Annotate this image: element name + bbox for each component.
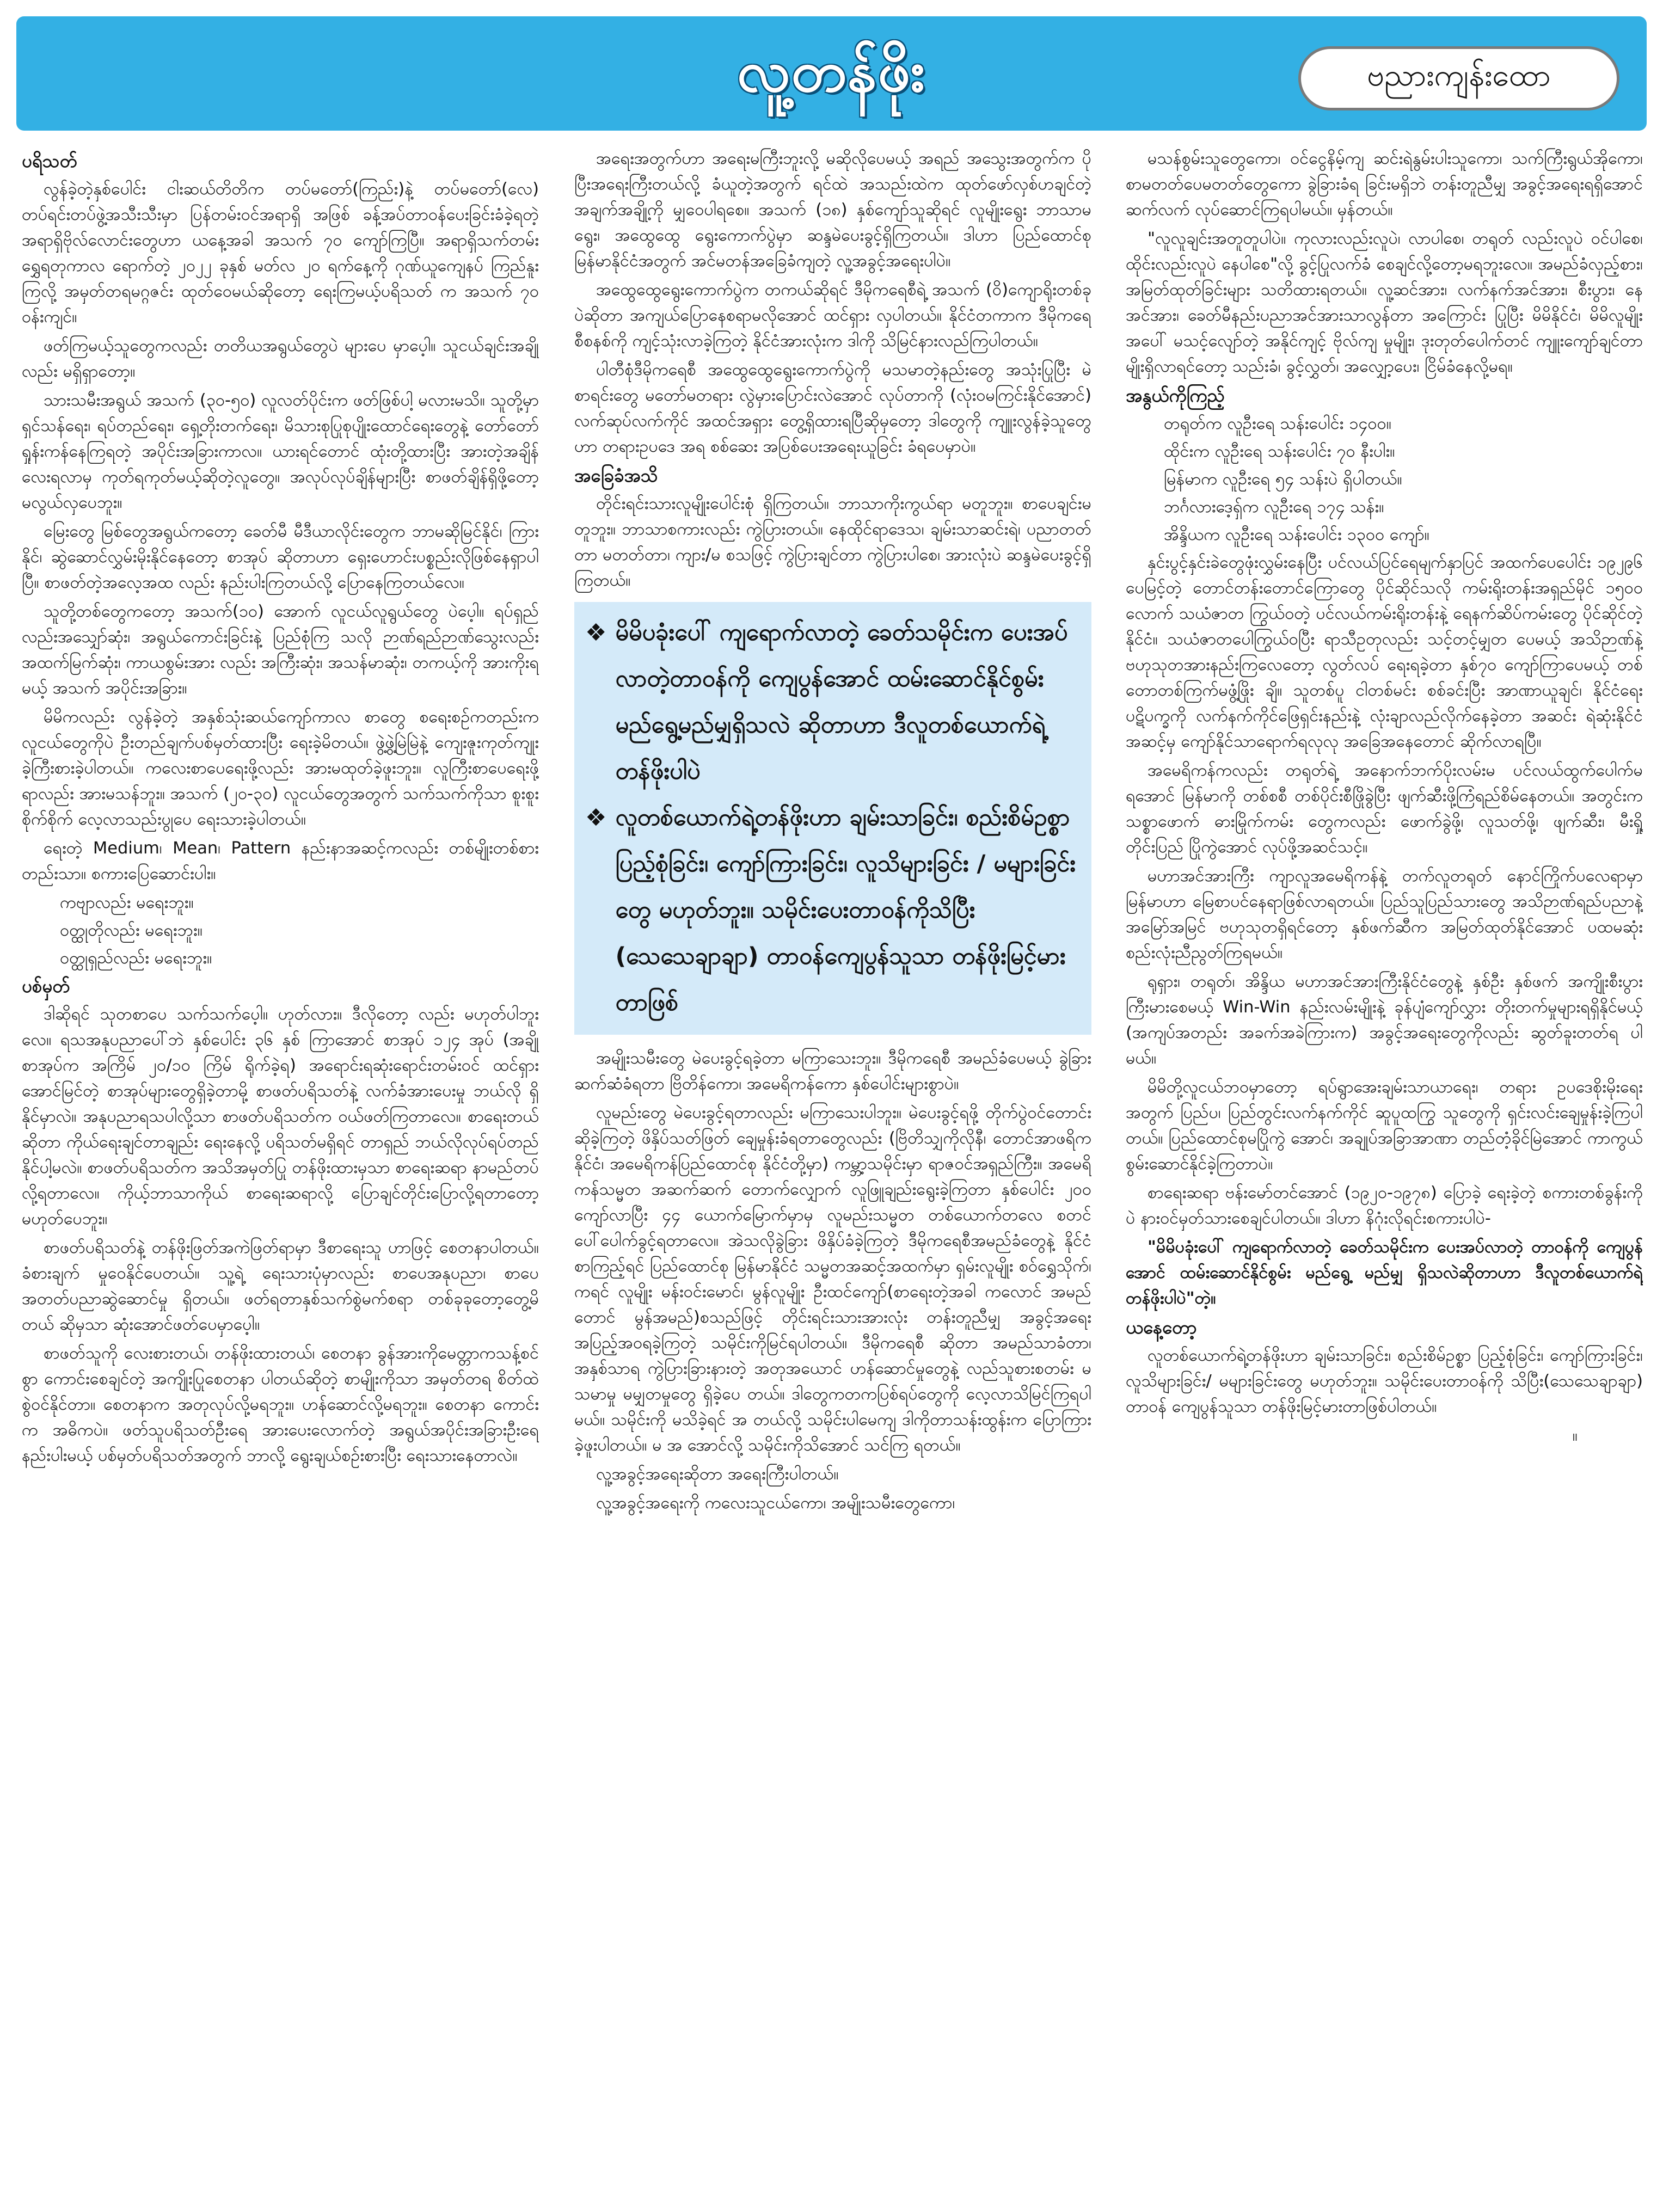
article-column-3 <box>1126 146 1643 2198</box>
pull-quote-box <box>574 602 1091 1035</box>
list-line: မြန်မာက လူဦးရေ ၅၄ သန်းပဲ ရှိပါတယ်။ <box>1164 470 1402 489</box>
paragraph: ရုရှား၊ တရုတ်၊ အိန္ဒိယ မဟာအင်အားကြီးနိုင်ငံတွေနဲ့ နှစ်ဦး နှစ်ဖက် အကျိုးစီးပွားကြီးမားစေမယ့် Win-Win နည်းလမ်းမျိုးနဲ့ ခုန်ပျံကျော်လွှား တိုးတက်မှုများရရှိနိုင်မယ့် (အကျပ်အတည်း အခက်အခဲကြားက) အခွင့်အရေးတွေကိုလည်း ဆွတ်ခူးတတ်ရ ပါမယ်။ <box>1126 972 1643 1068</box>
paragraph: မိမိကလည်း လွန်ခဲ့တဲ့ အနှစ်သုံးဆယ်ကျော်ကာလ စာတွေ စရေးစဉ်ကတည်းက လူငယ်တွေကိုပဲ ဦးတည်ချက်ပစ်မှတ်ထားပြီး ရေးခဲ့မိတယ်။ ဖွဲ့ဖွဲ့မြဲမြဲနဲ့ ကျေးဇူးကုတ်ကျုးခဲ့ကြီးစားခဲ့ပါတယ်။ ကလေးစာပေရေးဖို့လည်း အားမထုတ်ခဲ့ဖူးဘူး။ လူကြီးစာပေရေးဖို့ ရာလည်း အားမသန်ဘူး။ အသက် (၂၀-၃၀) လူငယ်တွေအတွက် သက်သက်ကိုသာ စူးစူးစိုက်စိုက် လေ့လာသည်းပွုပေ ရေးသားခဲ့ပါတယ်။ <box>22 708 539 829</box>
author-badge <box>1298 46 1619 110</box>
pull-quote-text: မိမိပခုံးပေါ် ကျရောက်လာတဲ့ ခေတ်သမိုင်းက ပေးအပ်လာတဲ့တာဝန်ကို ကျေပွန်အောင် ထမ်းဆောင်နိုင်စွမ်း မည်ရွေ့မည်မျှရှိသလဲ ဆိုတာဟာ ဒီလူတစ်ယောက်ရဲ့ တန်ဖိုးပါပဲ <box>615 619 1068 785</box>
paragraph: မိမိတို့လူငယ်ဘဝမှာတော့ ရပ်ရွာအေးချမ်းသာယာရေး၊ တရား ဥပဒေစိုးမိုးရေးအတွက် ပြည်ပ၊ ပြည်တွင်းလက်နက်ကိုင် ဆူပူထကြွ သူတွေကို ရှင်းလင်းချေမှုန်းခဲ့ကြပါတယ်။ ပြည်ထောင်စုမပြိုကွဲ အောင်၊ အချုပ်အခြာအာဏာ တည်တံ့ခိုင်မြဲအောင် ကာကွယ် စွမ်းဆောင်နိုင်ခဲ့ကြတာပဲ။ <box>1126 1078 1643 1173</box>
paragraph: မြေးတွေ မြစ်တွေအရွယ်ကတော့ ခေတ်မီ မီဒီယာလိုင်းတွေက ဘာမဆိုမြင်နိုင်၊ ကြားနိုင်၊ ဆွဲဆောင်လွှမ်းမိုးနိုင်နေတော့ စာအုပ် ဆိုတာဟာ ရှေးဟောင်းပစ္စည်းလိုဖြစ်နေရှာပါပြီ။ စာဖတ်တဲ့အလေ့အထ လည်း နည်းပါးကြတယ်လို့ ပြောနေကြတယ်လေ။ <box>22 522 539 592</box>
section-heading: ယနေ့တော့ <box>1126 1317 1197 1338</box>
paragraph: လူတစ်ယောက်ရဲ့တန်ဖိုးဟာ ချမ်းသာခြင်း၊ စည်းစိမ်ဥစ္စာ ပြည့်စုံခြင်း၊ ကျော်ကြားခြင်း၊ လူသိများခြင်း/ မများခြင်းတွေ မဟုတ်ဘူး။ သမိုင်းပေးတာဝန်ကို သိပြီး(သေသေချာချာ) တာဝန် ကျေပွန်သူသာ တန်ဖိုးမြင့်မားတာဖြစ်ပါတယ်။ <box>1126 1346 1643 1416</box>
paragraph: လူ့အခွင့်အရေးကို ကလေးသူငယ်ကော၊ အမျိုးသမီးတွေကော၊ <box>596 1494 955 1513</box>
paragraph: ဖတ်ကြမယ့်သူတွေကလည်း တတိယအရွယ်တွေပဲ များပေ မှာပေ့ါ။ သူငယ်ချင်းအချို့လည်း မရှိရှာတော့။ <box>22 336 539 381</box>
paragraph: လူ့အခွင့်အရေးဆိုတာ အရေးကြီးပါတယ်။ <box>596 1465 839 1484</box>
list-line: ထိုင်းက လူဦးရေ သန်းပေါင်း ၇၀ နီးပါး။ <box>1164 442 1395 461</box>
paragraph: "လူလူချင်းအတူတူပါပဲ။ ကုလားလည်းလူပဲ၊ လာပါစေ၊ တရုတ် လည်းလူပဲ ဝင်ပါစေ၊ ထိုင်းလည်းလူပဲ နေပါစေ"လို့ ခွင့်ပြုလက်ခံ စေချင်လို့တော့မရဘူးလေ။ အမည်ခံလှည့်စား၊ အမြတ်ထုတ်ခြင်းများ သတိထားရတယ်။ လူ့ဆင်အား၊ လက်နက်အင်အား၊ စီးပွား၊ နေအင်အား၊ ခေတ်မီနည်းပညာအင်အားသာလွန်တာ အကြောင်း ပြုပြီး မိမိနိုင်ငံ၊ မိမိလူမျိုးအပေါ် မသင့်လျော်တဲ့ အနိုင်ကျင့် ဗိုလ်ကျ မှုမျိုး၊ ဒုးတုတ်ပေါက်တင် ကျူးကျော်ချင်တာမျိုးရှိလာရင်တော့ သည်းခံ၊ ခွင့်လွှတ်၊ အလျှော့ပေး၊ ငြိမ်ခံနေလို့မရ။ <box>1126 229 1643 376</box>
article-column-1 <box>22 146 539 2198</box>
section-heading: အနွယ်ကိုကြည့် <box>1126 385 1225 406</box>
paragraph: ရေးတဲ့ Medium၊ Mean၊ Pattern နည်းနာအဆင့်ကလည်း တစ်မျိုးတစ်စားတည်းသာ။ စကားပြေဆောင်းပါး။ <box>22 839 539 883</box>
title-banner <box>16 16 1647 131</box>
paragraph: သူတို့တစ်တွေကတော့ အသက်(၁၀) အောက် လူငယ်လူရွယ်တွေ ပဲပေ့ါ။ ရပ်ရှည်လည်းအသျှော်ဆုံး၊ အရွယ်ကောင်းခြင်းနဲ့ ပြည်စုံကြ သလို ဉာဏ်ရည်ဉာဏ်သွေးလည်း အထက်မြက်ဆုံး၊ ကာယစွမ်းအား လည်း အကြီးဆုံး၊ အသန်မာဆုံး၊ တကယ့်ကို အားကိုးရမယ့် အသက် အပိုင်းအခြား။ <box>22 602 539 698</box>
pull-quote-item <box>585 610 1081 795</box>
list-line: ဝတ္ထုရှည်လည်း မရေးဘူး။ <box>60 949 212 968</box>
paragraph: လူမည်းတွေ မဲပေးခွင့်ရတာလည်း မကြာသေးပါဘူး။ မဲပေးခွင့်ရဖို့ တိုက်ပွဲဝင်တောင်းဆိုခဲ့ကြတဲ့ ဖိနှိပ်သတ်ဖြတ် ချေမှုန်းခံရတာတွေလည်း (ဗြိတိသျှကိုလိုနီ၊ တောင်အာဖရိကနိုင်ငံ၊ အမေရိကန်ပြည်ထောင်စု နိုင်ငံတို့မှာ) ကမ္ဘာ့သမိုင်းမှာ ရာဇဝင်အရှည်ကြီး။ အမေရိကန်သမ္မတ အဆက်ဆက် တောက်လျှောက် လူဖြူချည်းရွေးခဲ့ကြတာ နှစ်ပေါင်း ၂၀၀ ကျော်လာပြီး ၄၄ ယောက်မြောက်မှာမှ လူမည်းသမ္မတ တစ်ယောက်တလေ စတင်ပေါ်ပေါက်ခွင့်ရတာလေ။ အဲသလိုခွဲခြား ဖိနှိပ်ခံခဲ့ကြတဲ့ ဒီမိုကရေစီအမည်ခံတွေနဲ့ နိုင်ငံစာကြည့်ရင် ပြည်ထောင်စု မြန်မာနိုင်ငံ သမ္မတအဆင့်အထက်မှာ ရှမ်းလူမျိုး စဝ်ရွှေသိုက်၊ ကရင် လူမျိုး မန်းဝင်းမောင်၊ မွန်လူမျိုး ဦးထင်ကျော်(စာရေးတဲ့အခါ ကလောင် အမည်တောင် မွန်အမည်)စသည်ဖြင့် တိုင်းရင်းသားအားလုံး တန်းတူညီမျှ အခွင့်အရေးအပြည့်အဝရခဲ့ကြတဲ့ သမိုင်းကိုမြင်ရပါတယ်။ ဒီမိုကရေစီ ဆိုတာ အမည်သာခံတာ၊ အနှစ်သာရ ကွဲပြားခြားနားတဲ့ အတုအယောင် ဟန်ဆောင်မှုတွေနဲ့ လည်သူစားစတမ်း မသမာမှု မမျှတမှုတွေ ရှိခဲ့ပေ တယ်။ ဒါတွေကတကပြစ်ရပ်တွေကို လေ့လာသိမြင်ကြရပါမယ်။ သမိုင်းကို မသိခဲ့ရင် အ တယ်လို့ သမိုင်းပါမေကျ ဒါကိုတာသန်းထွန်းက ပြောကြားခဲ့ဖူးပါတယ်။ မ အ အောင်လို့ သမိုင်းကိုသိအောင် သင်ကြ ရတယ်။ <box>574 1103 1091 1455</box>
section-heading: အခြေခံအသိ <box>574 465 658 486</box>
article-title: လူ့တန်ဖိုး <box>737 38 926 105</box>
list-line: ဝတ္ထုတိုလည်း မရေးဘူး။ <box>60 921 203 940</box>
section-heading: ပရိသတ် <box>22 150 77 171</box>
closing-quote: "မိမိပခုံးပေါ် ကျရောက်လာတဲ့ ခေတ်သမိုင်းက ပေးအပ်လာတဲ့ တာဝန်ကို ကျေပွန်အောင် ထမ်းဆောင်နိုင်စွမ်း မည်ရွေ့ မည်မျှ ရှိသလဲဆိုတာဟာ ဒီလူတစ်ယောက်ရဲ့ တန်ဖိုးပါပဲ"တဲ့။ <box>1126 1238 1643 1308</box>
paragraph: ဒါဆိုရင် သုတစာပေ သက်သက်ပေ့ါ။ ဟုတ်လား။ ဒီလိုတော့ လည်း မဟုတ်ပါဘူးလေ။ ရသအနုပညာပေါ်ဘဲ နှစ်ပေါင်း ၃၆ နှစ် ကြာအောင် စာအုပ် ၁၂၄ အုပ် (အချို့စာအုပ်က အကြိမ် ၂၀/၁၀ ကြိမ် ရိုက်ခဲ့ရ) အရောင်းရဆုံးရောင်းတမ်းဝင် ထင်ရှားအောင်မြင်တဲ့ စာအုပ်များတွေရှိခဲ့တာမို့ စာဖတ်ပရိသတ်နဲ့ လက်ခံအားပေးမှု ဘယ်လို ရှိနိုင်မှာလဲ။ အနုပညာရသပါလို့သာ စာဖတ်ပရိသတ်က ဝယ်ဖတ်ကြတာလေ။ စာရေးတယ်ဆိုတာ ကိုယ်ရေးချင်တာချည်း ရေးနေလို့ ပရိသတ်မရှိရင် တာရှည် ဘယ်လိုလုပ်ရပ်တည်နိုင်ပါ့မလဲ။ စာဖတ်ပရိသတ်က အသိအမှတ်ပြု တန်ဖိုးထားမှသာ စာရေးဆရာ နာမည်တပ်လို့ရတာလေ။ ကိုယ့်ဘာသာကိုယ် စာရေးဆရာလို့ ပြောချင်တိုင်းပြောလို့ရတာတော့ မဟုတ်ပေဘူး။ <box>22 1005 539 1228</box>
paragraph: အမေရိကန်ကလည်း တရုတ်ရဲ့ အနောက်ဘက်ပိုးလမ်းမ ပင်လယ်ထွက်ပေါက်မရအောင် မြန်မာကို တစ်စစီ တစ်ပိုင်းစီဖြိုခွဲပြီး ဖျက်ဆီးဖို့ကြံရည်စိမ်နေတယ်။ အတွင်းက သစ္စာဖောက် ဓားမြိုက်ကမ်း တွေကလည်း ဖောက်ခွဲဖို့၊ လူသတ်ဖို့၊ ဖျက်ဆီး၊ မီးရှို့ တိုင်းပြည် ပြိုကွဲအောင် လုပ်ဖို့အဆင်သင့်။ <box>1126 761 1643 857</box>
list-line: ကဗျာလည်း မရေးဘူး။ <box>60 893 194 912</box>
paragraph: တိုင်းရင်းသားလူမျိုးပေါင်းစုံ ရှိကြတယ်။ ဘာသာကိုးကွယ်ရာ မတူဘူး။ စာပေချင်းမတူဘူး။ ဘာသာစကားလည်း ကွဲပြားတယ်။ နေထိုင်ရာဒေသ၊ ချမ်းသာဆင်းရဲ၊ ပညာတတ်တာ မတတ်တာ၊ ကျား/မ စသဖြင့် ကွဲပြားချင်တာ ကွဲပြားပါစေ၊ အားလုံးပဲ ဆန္ဒမဲပေးခွင့်ရှိကြတယ်။ <box>574 494 1091 590</box>
author-name: ဗညားကျန်းထော <box>1367 58 1551 93</box>
paragraph: စာရေးဆရာ ဗန်းမော်တင်အောင် (၁၉၂၀-၁၉၇၈) ပြောခဲ့ ရေးခဲ့တဲ့ စကားတစ်ခွန်းကိုပဲ နားဝင်မှတ်သားစေချင်ပါတယ်။ ဒါဟာ နိဂုံးလိုရင်းစကားပါပဲ- <box>1126 1183 1643 1228</box>
paragraph: မသန်စွမ်းသူတွေကော၊ ဝင်ငွေနိမ့်ကျ ဆင်းရဲနွမ်းပါးသူကော၊ သက်ကြီးရွယ်အိုကော၊ စာမတတ်ပေမတတ်တွေကော ခွဲခြားခံရ ခြင်းမရှိဘဲ တန်းတူညီမျှ အခွင့်အရေးရရှိအောင် ဆက်လက် လုပ်ဆောင်ကြရပါမယ်။ မှန်တယ်။ <box>1126 149 1643 219</box>
list-line: ဘင်္ဂလားဒေ့ရှ်က လူဦးရေ ၁၇၄ သန်း။ <box>1164 497 1384 517</box>
paragraph: အရေးအတွက်ဟာ အရေးမကြီးဘူးလို့ မဆိုလိုပေမယ့် အရည် အသွေးအတွက်က ပိုပြီးအရေးကြီးတယ်လို့ ခံယူတဲ့အတွက် ရင်ထဲ အသည်းထဲက ထုတ်ဖော်လှစ်ဟချင်တဲ့ အချက်အချို့ကို မျှဝေပါရစေ။ အသက် (၁၈) နှစ်ကျော်သူဆိုရင် လူမျိုးရွေး ဘာသာမရွေး၊ အထွေထွေ ရွေးကောက်ပွဲမှာ ဆန္ဒမဲပေးခွင့်ရှိကြတယ်။ ဒါဟာ ပြည်ထောင်စု မြန်မာနိုင်ငံအတွက် အင်မတန်အခြေခံကျတဲ့ လူ့အခွင့်အရေးပါပဲ။ <box>574 149 1091 271</box>
article-column-2 <box>574 146 1091 2198</box>
diamond-bullet-icon: ❖ <box>585 804 607 832</box>
paragraph: စာဖတ်သူကို လေးစားတယ်၊ တန်ဖိုးထားတယ်၊ စေတနာ ခွန်အားကိုမေတ္တာကသန့်စင်စွာ ကောင်းစေချင်တဲ့ အကျိုးပြုစေတနာ ပါတယ်ဆိုတဲ့ စာမျိုးကိုသာ အမှတ်တရ စိတ်ထဲစွဲဝင်နိုင်တာ။ စေတနာက အတုလုပ်လို့မရဘူး။ ဟန်ဆောင်လို့မရဘူး။ စေတနာ ကောင်းက အဓိကပဲ။ ဖတ်သူပရိသတ်ဦးရေ အားပေးလောက်တဲ့ အရွယ်အပိုင်းအခြားဦးရေ နည်းပါးမယ့် ပစ်မှတ်ပရိသတ်အတွက် ဘာလို့ ရွေးချယ်စဉ်းစားပြီး ရေးသားနေတာလဲ။ <box>22 1344 539 1465</box>
diamond-bullet-icon: ❖ <box>585 619 607 647</box>
paragraph: ပါတီစုံဒီမိုကရေစီ အထွေထွေရွေးကောက်ပွဲကို မသမာတဲ့နည်းတွေ အသုံးပြုပြီး မဲစာရင်းတွေ မတော်မတရား လွဲမှားပြောင်းလဲအောင် လုပ်တာကို (လုံးဝမကြင်းနိုင်အောင်) လက်ဆုပ်လက်ကိုင် အထင်အရှား တွေ့ရှိထားရပြီဆိုမှတော့ ဒါတွေကို ကျူးလွန်ခဲ့သူတွေဟာ တရားဥပဒေ အရ စစ်ဆေး အပြစ်ပေးအရေးယူခြင်း ခံရပေမှာပဲ။ <box>574 360 1091 456</box>
pull-quote-item <box>585 795 1081 1026</box>
pull-quote-text: လူတစ်ယောက်ရဲ့တန်ဖိုးဟာ ချမ်းသာခြင်း၊ စည်းစိမ်ဥစ္စာ ပြည့်စုံခြင်း၊ ကျော်ကြားခြင်း၊ လူသိများခြင်း / မများခြင်းတွေ မဟုတ်ဘူး။ သမိုင်းပေးတာဝန်ကိုသိပြီး (သေသေချာချာ) တာဝန်ကျေပွန်သူသာ တန်ဖိုးမြင့်မားတာဖြစ် <box>615 804 1076 1016</box>
paragraph: စာဖတ်ပရိသတ်နဲ့ တန်ဖိုးဖြတ်အကဲဖြတ်ရာမှာ ဒီစာရေးသူ ဟာဖြင့် စေတနာပါတယ်။ ခံစားချက် မှုဝေနိုင်ပေတယ်။ သူ့ရဲ့ ရေးသားပုံမှာလည်း စာပေအနုပညာ၊ စာပေအတတ်ပညာဆွဲဆောင်မှု ရှိတယ်။ ဖတ်ရတာနှစ်သက်စွဲမက်စရာ တစ်ခုခုတော့တွေ့မိတယ် ဆိုမှသာ ဆုံးအောင်ဖတ်ပေမှာပေ့ါ။ <box>22 1238 539 1334</box>
list-line: အိန္ဒိယက လူဦးရေ သန်းပေါင်း ၁၃၀၀ ကျော်။ <box>1164 525 1429 544</box>
section-heading: ပစ်မှတ် <box>22 975 70 997</box>
end-mark: ။ <box>1572 1426 1578 1445</box>
paragraph: အမျိုးသမီးတွေ မဲပေးခွင့်ရခဲ့တာ မကြာသေးဘူး။ ဒီမိုကရေစီ အမည်ခံပေမယ့် ခွဲခြားဆက်ဆံခံရတာ ဗြိတိန်ကော၊ အမေရိကန်ကော နှစ်ပေါင်းများစွာပဲ။ <box>574 1049 1091 1093</box>
paragraph: လွန်ခဲ့တဲ့နှစ်ပေါင်း ငါးဆယ်တိတိက တပ်မတော်(ကြည်း)နဲ့ တပ်မတော်(လေ) တပ်ရင်းတပ်ဖွဲ့အသီးသီးမှာ ပြန်တမ်းဝင်အရာရှိ အဖြစ် ခန့်အပ်တာဝန်ပေးခြင်းခံခဲ့ရတဲ့ အရာရှိဗိုလ်လောင်းတွေဟာ ယနေ့အခါ အသက် ၇၀ ကျော်ကြပြီ။ အရာရှိသက်တမ်း ရွှေရတုကာလ ရောက်တဲ့ ၂၀၂၂ ခုနှစ် မတ်လ ၂၀ ရက်နေ့ကို ဂုဏ်ယူကျေနပ် ကြည်နူး ကြလို့ အမှတ်တရမဂ္ဂဇင်း ထုတ်ဝေမယ်ဆိုတော့ ရေးကြမယ့်ပရိသတ် က အသက် ၇၀ ဝန်းကျင်။ <box>22 180 539 327</box>
paragraph: အထွေထွေရွေးကောက်ပွဲက တကယ်ဆိုရင် ဒီမိုကရေစီရဲ့ အသက် (ဝိ)ကျောရိုးတစ်ခုပဲဆိုတာ အကျယ်ပြောနေစရာမလိုအောင် ထင်ရှား လှပါတယ်။ နိုင်ငံတကာက ဒီမိုကရေစီစနစ်ကို ကျင့်သုံးလာခဲ့ကြတဲ့ နိုင်ငံအားလုံးက ဒါကို သိမြင်နားလည်ကြပါတယ်။ <box>574 280 1091 351</box>
paragraph: သားသမီးအရွယ် အသက် (၃၀-၅၀) လူလတ်ပိုင်းက ဖတ်ဖြစ်ပါ့ မလားမသိ။ သူတို့မှာ ရှင်သန်ရေး၊ ရပ်တည်ရေး၊ ရှေ့တိုးတက်ရေး၊ မိသားစုပြုစုပျိုးထောင်ရေးတွေနဲ့ တော်တော်ရှုန်းကန်နေကြရတဲ့ အပိုင်းအခြားကာလ။ ယားရင်တောင် ထုံးတို့ထားပြီး အားတဲ့အချိန် လေးရလာမှ ကုတ်ရကုတ်မယ့်ဆိုတဲ့လူတွေ။ အလုပ်လုပ်ချိန်များပြီး စာဖတ်ချိန်ရှိဖို့တော့ မလွယ်လှပေဘူး။ <box>22 391 539 512</box>
list-line: တရုတ်က လူဦးရေ သန်းပေါင်း ၁၄၀၀။ <box>1164 414 1391 433</box>
paragraph: မဟာအင်အားကြီး ကျာလူအမေရိကန်နဲ့ တက်လူတရုတ် နောင်ကြိုက်ပလေရာမှာ မြန်မာဟာ မြေစာပင်နေရာဖြစ်လာရတယ်။ ပြည်သူပြည်သားတွေ အသိဉာဏ်ရည်ပညာနဲ့ အမြော်အမြင် ဗဟုသုတရှိရင်တော့ နှစ်ဖက်ဆီက အမြတ်ထုတ်နိုင်အောင် ပထမဆုံး စည်းလုံးညီညွတ်ကြရမယ်။ <box>1126 867 1643 962</box>
paragraph: နှင်းပွင့်နှင်းခဲတွေဖုံးလွှမ်းနေပြီး ပင်လယ်ပြင်ရေမျက်နှာပြင် အထက်ပေပေါင်း ၁၉၂၉၆ ပေမြင့်တဲ့ တောင်တန်းတောင်ကြောတွေ ပိုင်ဆိုင်သလို ကမ်းရိုးတန်းအရှည်မိုင် ၁၅၀၀ လောက် သယံဇာတ ကြွယ်ဝတဲ့ ပင်လယ်ကမ်းရိုးတန်းနဲ့ ရေနက်ဆိပ်ကမ်းတွေ ပိုင်ဆိုင်တဲ့ နိုင်ငံ။ သယံဇာတပေါကြွယ်ဝပြီး ရာသီဥတုလည်း သင့်တင့်မျှတ ပေမယ့် အသိဉာဏ်နဲ့ ဗဟုသုတအားနည်းကြလေတော့ လွတ်လပ် ရေးရခဲ့တာ နှစ်၇၀ ကျော်ကြာပေမယ့် တစ်တောတစ်ကြက်မဖွံ့ဖြိုး ချိ။ သူတစ်ပူ ငါတစ်မင်း စစ်ခင်းပြီး အာဏာယူချင်၊ နိုင်ငံရေးပဋိပက္ခကို လက်နက်ကိုင်ဖြေရှင်းနည်းနဲ့ လုံးချာလည်လိုက်နေခဲ့တာ အဆင်း ရဲဆုံးနိုင်ငံအဆင့်မှ ကျော်နိုင်သာရောက်ရလုလု အခြေအနေတောင် ဆိုက်လာရပြီ။ <box>1126 553 1643 751</box>
